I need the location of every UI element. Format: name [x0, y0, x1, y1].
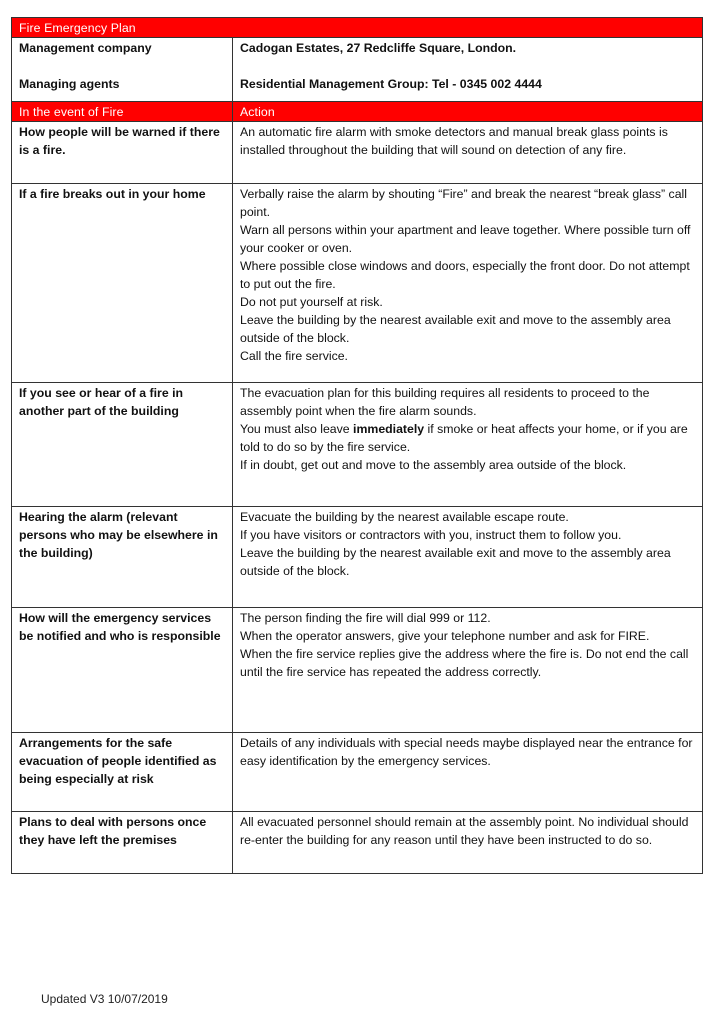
- action-cell: [233, 608, 703, 733]
- plan-title: Fire Emergency Plan: [19, 21, 136, 35]
- action-paragraph: An automatic fire alarm with smoke detectors and manual break glass points is installed throughout the building that will sound on detection of any fire.: [240, 125, 668, 157]
- management-row: [12, 38, 703, 102]
- action-cell: [233, 507, 703, 608]
- fire-emergency-plan-table: [11, 17, 703, 874]
- table-row: [12, 812, 703, 874]
- table-row: [12, 608, 703, 733]
- action-paragraph: Warn all persons within your apartment and leave together. Where possible turn off your cooker or oven.: [240, 223, 691, 255]
- managing-agents-label: Managing agents: [19, 77, 120, 91]
- plan-title-cell: [12, 18, 703, 38]
- title-row: [12, 18, 703, 38]
- action-cell: [233, 122, 703, 184]
- action-cell: [233, 184, 703, 383]
- event-cell: How people will be warned if there is a fire.: [12, 122, 233, 184]
- action-paragraph: You must also leave immediately if smoke or heat affects your home, or if you are told to do so by the fire service.: [240, 422, 688, 454]
- action-paragraph: The person finding the fire will dial 999 or 112.: [240, 611, 491, 625]
- management-company-label: Management company: [19, 41, 152, 55]
- table-row: [12, 122, 703, 184]
- event-cell: If you see or hear of a fire in another part of the building: [12, 383, 233, 507]
- column-header-action: [233, 102, 703, 122]
- event-cell: If a fire breaks out in your home: [12, 184, 233, 383]
- action-paragraph: Leave the building by the nearest available exit and move to the assembly area outside of the block.: [240, 313, 671, 345]
- action-paragraph: Evacuate the building by the nearest available escape route.: [240, 510, 569, 524]
- action-cell: [233, 733, 703, 812]
- management-labels: [12, 38, 233, 102]
- action-paragraph: The evacuation plan for this building requires all residents to proceed to the assembly point when the fire alarm sounds.: [240, 386, 650, 418]
- column-header-event: [12, 102, 233, 122]
- action-paragraph: Call the fire service.: [240, 349, 348, 363]
- action-paragraph: Do not put yourself at risk.: [240, 295, 383, 309]
- event-cell: Arrangements for the safe evacuation of people identified as being especially at risk: [12, 733, 233, 812]
- action-paragraph: Verbally raise the alarm by shouting “Fire” and break the nearest “break glass” call point.: [240, 187, 687, 219]
- event-header-text: In the event of Fire: [19, 105, 124, 119]
- action-cell: [233, 812, 703, 874]
- action-paragraph: Leave the building by the nearest available exit and move to the assembly area outside of the block.: [240, 546, 671, 578]
- table-row: [12, 184, 703, 383]
- table-row: [12, 507, 703, 608]
- footer-version: Updated V3 10/07/2019: [41, 992, 168, 1006]
- managing-agents-value: Residential Management Group: Tel - 0345 002 4444: [240, 77, 542, 91]
- action-paragraph: Details of any individuals with special needs maybe displayed near the entrance for easy identification by the emergency services.: [240, 736, 693, 768]
- action-paragraph: If you have visitors or contractors with you, instruct them to follow you.: [240, 528, 622, 542]
- action-cell: [233, 383, 703, 507]
- event-cell: Plans to deal with persons once they have left the premises: [12, 812, 233, 874]
- event-cell: Hearing the alarm (relevant persons who may be elsewhere in the building): [12, 507, 233, 608]
- column-header-row: [12, 102, 703, 122]
- action-paragraph: If in doubt, get out and move to the assembly area outside of the block.: [240, 458, 627, 472]
- table-row: [12, 733, 703, 812]
- action-paragraph: Where possible close windows and doors, especially the front door. Do not attempt to put out the fire.: [240, 259, 690, 291]
- action-paragraph: When the fire service replies give the address where the fire is. Do not end the call until the fire service has repeated the address correctly.: [240, 647, 689, 679]
- management-company-value: Cadogan Estates, 27 Redcliffe Square, London.: [240, 41, 517, 55]
- table-row: [12, 383, 703, 507]
- action-header-text: Action: [240, 105, 275, 119]
- event-cell: How will the emergency services be notified and who is responsible: [12, 608, 233, 733]
- emphasis-text: immediately: [353, 422, 425, 436]
- management-values: [233, 38, 703, 102]
- action-paragraph: All evacuated personnel should remain at the assembly point. No individual should re-enter the building for any reason until they have been instructed to do so.: [240, 815, 689, 847]
- action-paragraph: When the operator answers, give your telephone number and ask for FIRE.: [240, 629, 650, 643]
